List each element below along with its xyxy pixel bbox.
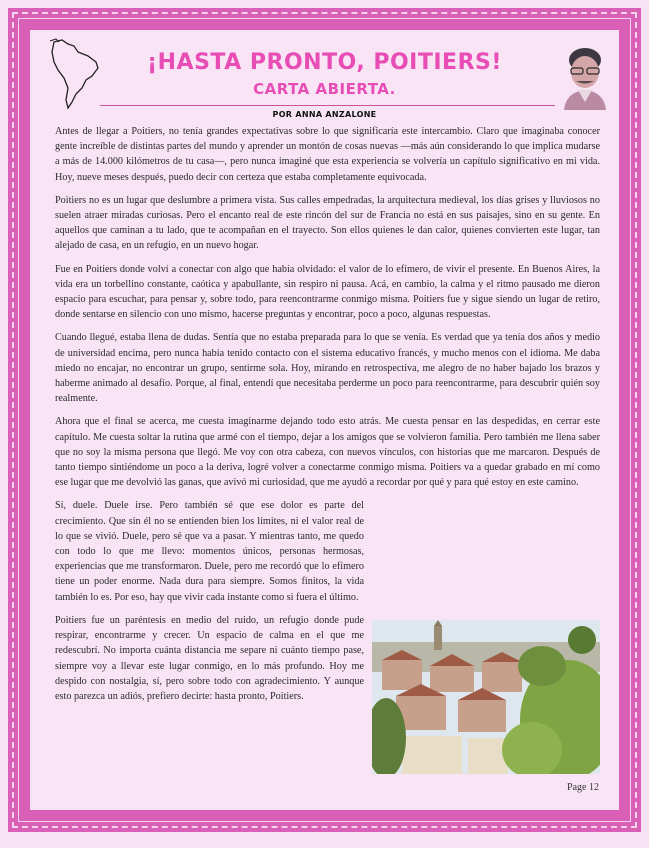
paragraph: Cuando llegué, estaba llena de dudas. Sentía que no estaba preparada para lo que se venía. Es verdad que ya tenía dos años y medio de universidad encima, pero nunca había tenido contacto con el sistema educativo francés, y mucho menos con el idioma. Me daba miedo no encajar, no encontrar un grupo, sentirme sola. Hoy, mirando en retrospectiva, me alegro de no haber bajado los brazos y haberme animado al desafío. Porque, al final, entendí que necesitaba perderme un poco para reencontrarme, para descubrir quién soy realmente. — [55, 332, 600, 405]
paragraph: Sí, duele. Duele irse. Pero también sé que ese dolor es parte del crecimiento. Que sin él no se entienden bien los límites, ni el valor real de lo que se vivió. Duele, pero sé que va a pasar. Y mientras tanto, me quedo con todo lo que me llevo: momentos únicos, personas hermosas, experiencias que me transformaron. Duele, pero me recordó que lo efímero tiene un poder enorme. Nada dura para siempre. Somos finitos, la vida también lo es. Por eso, hay que vivir cada instante como si fuera el último. — [55, 500, 364, 603]
poitiers-rooftops-photo — [372, 620, 600, 774]
paragraph: Poitiers no es un lugar que deslumbre a primera vista. Sus calles empedradas, la arquitectura medieval, los días grises y lluviosos no suelen atraer miradas curiosas. Pero el encanto real de este rincón del sur de Francia no está en sus paisajes, sino en su gente. En aquellos que caminan a tu lado, que te acompañan en el trayecto. Son ellos quienes le dan calor, quienes convierten este lugar, tan alejado de casa, en un refugio, en un nuevo hogar. — [55, 194, 600, 252]
paragraph: Fue en Poitiers donde volví a conectar con algo que había olvidado: el valor de lo efímero, de vivir el presente. En Buenos Aires, la vida era un torbellino constante, caótica y apabullante, sin respiro ni pausa. Acá, en cambio, la calma y el ritmo pausado me dieron espacio para escuchar, para pensar y, sobre todo, para reencontrarme conmigo misma. Poitiers fue y sigue siendo un lugar de retiro, donde sentarse en silencio con uno mismo, hacerse preguntas y encontrar, poco a poco, algunas respuestas. — [55, 263, 600, 321]
page-number: Page 12 — [567, 782, 599, 793]
paragraph: Antes de llegar a Poitiers, no tenía grandes expectativas sobre lo que significaría este intercambio. Claro que imaginaba conocer gente increíble de distintas partes del mundo y aprender un montón de cosas nuevas —más aún considerando lo que implica mudarse a más de 14.000 kilómetros de tu casa—, pero nunca imaginé que esta experiencia se volvería un capítulo significativo en mi vida. Hoy, nueve meses después, puedo decir con certeza que estaba completamente equivocada. — [55, 126, 600, 183]
title-divider — [100, 105, 555, 106]
page-subtitle: CARTA ABIERTA. — [253, 80, 396, 98]
paragraph: Poitiers fue un paréntesis en medio del ruido, un refugio donde pude respirar, encontrarme y crecer. Un espacio de calma en el que me redescubrí. No importa cuánta distancia me separe ni cuánto tiempo pase, siempre voy a llevar este lugar conmigo, en lo más profundo. Hoy me despido con nostalgia, sí, pero sobre todo con agradecimiento. Y aunque esto parezca un adiós, prefiero decirte: hasta pronto, Poitiers. — [55, 614, 364, 702]
byline: POR ANNA ANZALONE — [272, 110, 377, 119]
paragraph: Ahora que el final se acerca, me cuesta imaginarme dejando todo esto atrás. Me cuesta pensar en las despedidas, en cerrar este capítulo. Me cuesta soltar la rutina que armé con el tiempo, dejar a los amigos que se volvieron familia. Pero también me llena saber que no soy la misma persona que llegó. Me voy con otra cabeza, con nuevos vínculos, con historias que me marcaron. Después de tanto tiempo sintiéndome un poco a la deriva, logré volver a conectarme conmigo misma. Poitiers va a quedar grabado en mí como ese lugar que me devolvió las ganas, que avivó mi curiosidad, que me ayudó a recordar por qué y para qué estoy en este camino. — [55, 416, 600, 489]
page-title: ¡HASTA PRONTO, POITIERS! — [147, 50, 502, 75]
